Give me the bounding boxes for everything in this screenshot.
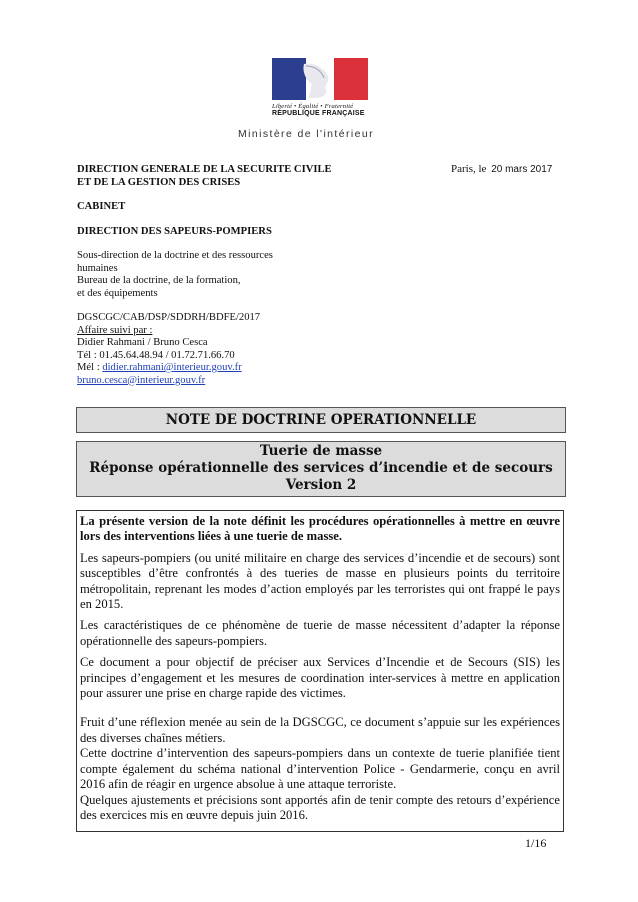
paragraph-3: Ce document a pour objectif de préciser aux Services d’Incendie et de Secours (SIS) les principes d’engagement et les mesures de coordination inter-services à mettre en application pour assurer une prise en charge rapide des victimes.: [80, 655, 560, 701]
republique-francaise: RÉPUBLIQUE FRANÇAISE: [272, 110, 365, 117]
paragraph-6: Quelques ajustements et précisions sont apportés afin de tenir compte des retours d’expérience des exercices mis en œuvre depuis juin 2016.: [80, 792, 560, 822]
intro-paragraph: La présente version de la note définit les procédures opérationnelles à mettre en œuvre lors des interventions liées à une tuerie de masse.: [80, 514, 560, 544]
bureau-2: et des équipements: [77, 287, 158, 299]
tricolor-flag: [272, 58, 368, 100]
telephone: Tél : 01.45.64.48.94 / 01.72.71.66.70: [77, 349, 235, 361]
page-number: 1/16: [525, 836, 547, 850]
subject-line2: Réponse opérationnelle des services d’incendie et de secours: [89, 460, 553, 476]
marianne-logo: [272, 58, 368, 117]
reference: DGSCGC/CAB/DSP/SDDRH/BDFE/2017: [77, 312, 261, 323]
subject-box: [76, 441, 566, 497]
mel-line: [77, 362, 377, 375]
sender-direction: DIRECTION DES SAPEURS-POMPIERS: [77, 225, 272, 237]
sender-line2: ET DE LA GESTION DES CRISES: [77, 176, 241, 188]
sender-line1: DIRECTION GENERALE DE LA SECURITE CIVILE: [77, 164, 332, 175]
sous-direction-1: Sous-direction de la doctrine et des ressources: [77, 250, 273, 261]
sender-cabinet: CABINET: [77, 201, 126, 212]
subject-line3: Version 2: [285, 477, 357, 493]
note-title-box: NOTE DE DOCTRINE OPERATIONNELLE: [76, 407, 566, 433]
paragraph-4: Fruit d’une réflexion menée au sein de la DGSCGC, ce document s’appuie sur les expériences des diverses chaînes métiers.: [80, 715, 560, 745]
mel-label: Mél :: [77, 362, 103, 373]
ministere-title: Ministère de l'intérieur: [238, 128, 374, 140]
paragraph-5: Cette doctrine d’intervention des sapeurs-pompiers dans un contexte de tuerie planifiée tient compte également du schéma national d’intervention Police - Gendarmerie, conçu en avril 2016 afin de réagir en urgence absolue à une attaque terroriste.: [80, 746, 560, 792]
bureau-1: Bureau de la doctrine, de la formation,: [77, 275, 241, 286]
date-label: Paris, le: [451, 163, 487, 175]
marianne-profile-icon: [300, 62, 340, 100]
contacts: Didier Rahmani / Bruno Cesca: [77, 337, 208, 348]
sender-block: [77, 164, 377, 387]
body-text-box: [76, 510, 564, 832]
email-link-2[interactable]: bruno.cesca@interieur.gouv.fr: [77, 374, 206, 386]
subject-line1: Tuerie de masse: [259, 443, 383, 459]
paragraph-2: Les caractéristiques de ce phénomène de tuerie de masse nécessitent d’adapter la réponse opérationnelle des sapeurs-pompiers.: [80, 618, 560, 648]
sous-direction-2: humaines: [77, 262, 118, 274]
date-line: [451, 163, 552, 175]
date-value: 20 mars 2017: [491, 164, 553, 175]
paragraph-1: Les sapeurs-pompiers (ou unité militaire en charge des services d’incendie et de secours) sont susceptibles d’être confrontés à des tueries de masse en plusieurs points du territoire métropolitain, reprenant les modes d’action employés par les terroristes qui ont frappé le pays en 2015.: [80, 550, 560, 612]
devise: Liberté • Égalité • Fraternité: [272, 103, 354, 110]
affaire-label: Affaire suivi par :: [77, 324, 153, 336]
email-link-1[interactable]: didier.rahmani@interieur.gouv.fr: [102, 362, 242, 373]
